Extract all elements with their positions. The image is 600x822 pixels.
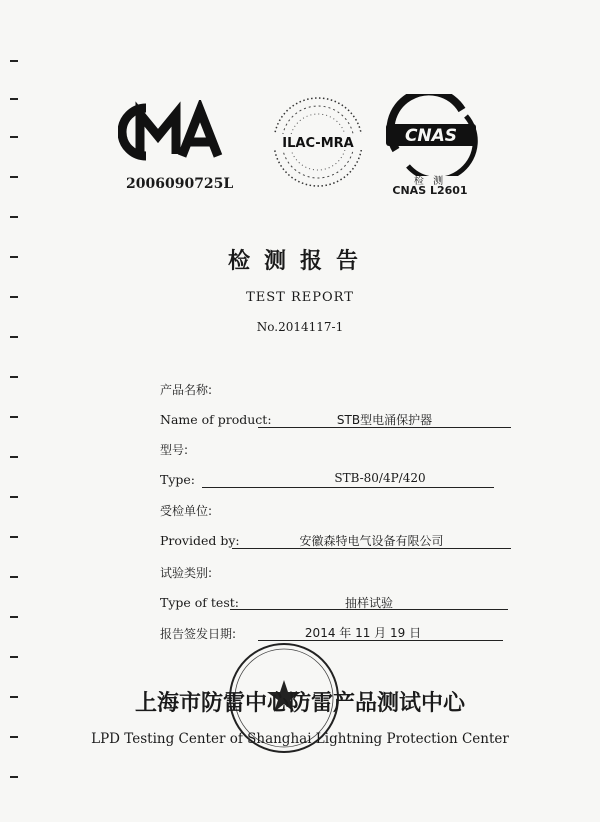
punch-mark (10, 136, 18, 138)
punch-mark (10, 216, 18, 218)
cnas-logo (382, 94, 480, 176)
punch-mark (10, 176, 18, 178)
type-label-en: Type: (160, 472, 196, 487)
testing-center-name-cn: 上海市防雷中心防雷产品测试中心 (134, 691, 465, 716)
model-label-cn: 型号: (160, 443, 189, 457)
cma-logo (118, 100, 230, 164)
punch-mark (10, 536, 18, 538)
product-label-en: Name of product: (160, 412, 272, 427)
punch-mark (10, 656, 18, 658)
client-value: 安徽森特电气设备有限公司 (299, 534, 444, 548)
cnas-subtitle: 检 测 (413, 176, 447, 187)
cnas-number: CNAS L2601 (392, 184, 468, 197)
date-label-cn: 报告签发日期: (160, 627, 237, 641)
punch-mark (10, 376, 18, 378)
punch-mark (10, 60, 18, 62)
punch-mark (10, 496, 18, 498)
punch-mark (10, 576, 18, 578)
testing-center-name-en: LPD Testing Center of Shanghai Lightning Protection Center (91, 731, 509, 747)
punch-mark (10, 456, 18, 458)
ilac-mra-logo (262, 92, 374, 192)
report-title-en: TEST REPORT (246, 290, 354, 305)
date-value: 2014 年 11 月 19 日 (304, 626, 422, 640)
client-label-cn: 受检单位: (160, 504, 213, 518)
product-label-cn: 产品名称: (160, 383, 213, 397)
testtype-value: 抽样试验 (344, 596, 393, 610)
punch-mark (10, 336, 18, 338)
punch-mark (10, 416, 18, 418)
punch-mark (10, 98, 18, 100)
report-number: No.2014117-1 (256, 320, 344, 334)
report-title-cn: 检测报告 (227, 249, 372, 274)
testtype-label-cn: 试验类别: (160, 566, 213, 580)
type-underline (202, 487, 494, 488)
testtype-label-en: Type of test: (160, 595, 239, 610)
ilac-mra-text: ILAC-MRA (282, 136, 354, 151)
cma-number: 2006090725L (126, 176, 234, 192)
cnas-text: CNAS (404, 126, 458, 146)
punch-mark (10, 776, 18, 778)
type-value: STB-80/4P/420 (334, 471, 426, 485)
product-value: STB型电涌保护器 (336, 413, 433, 427)
client-label-en: Provided by: (160, 533, 240, 548)
punch-mark (10, 616, 18, 618)
